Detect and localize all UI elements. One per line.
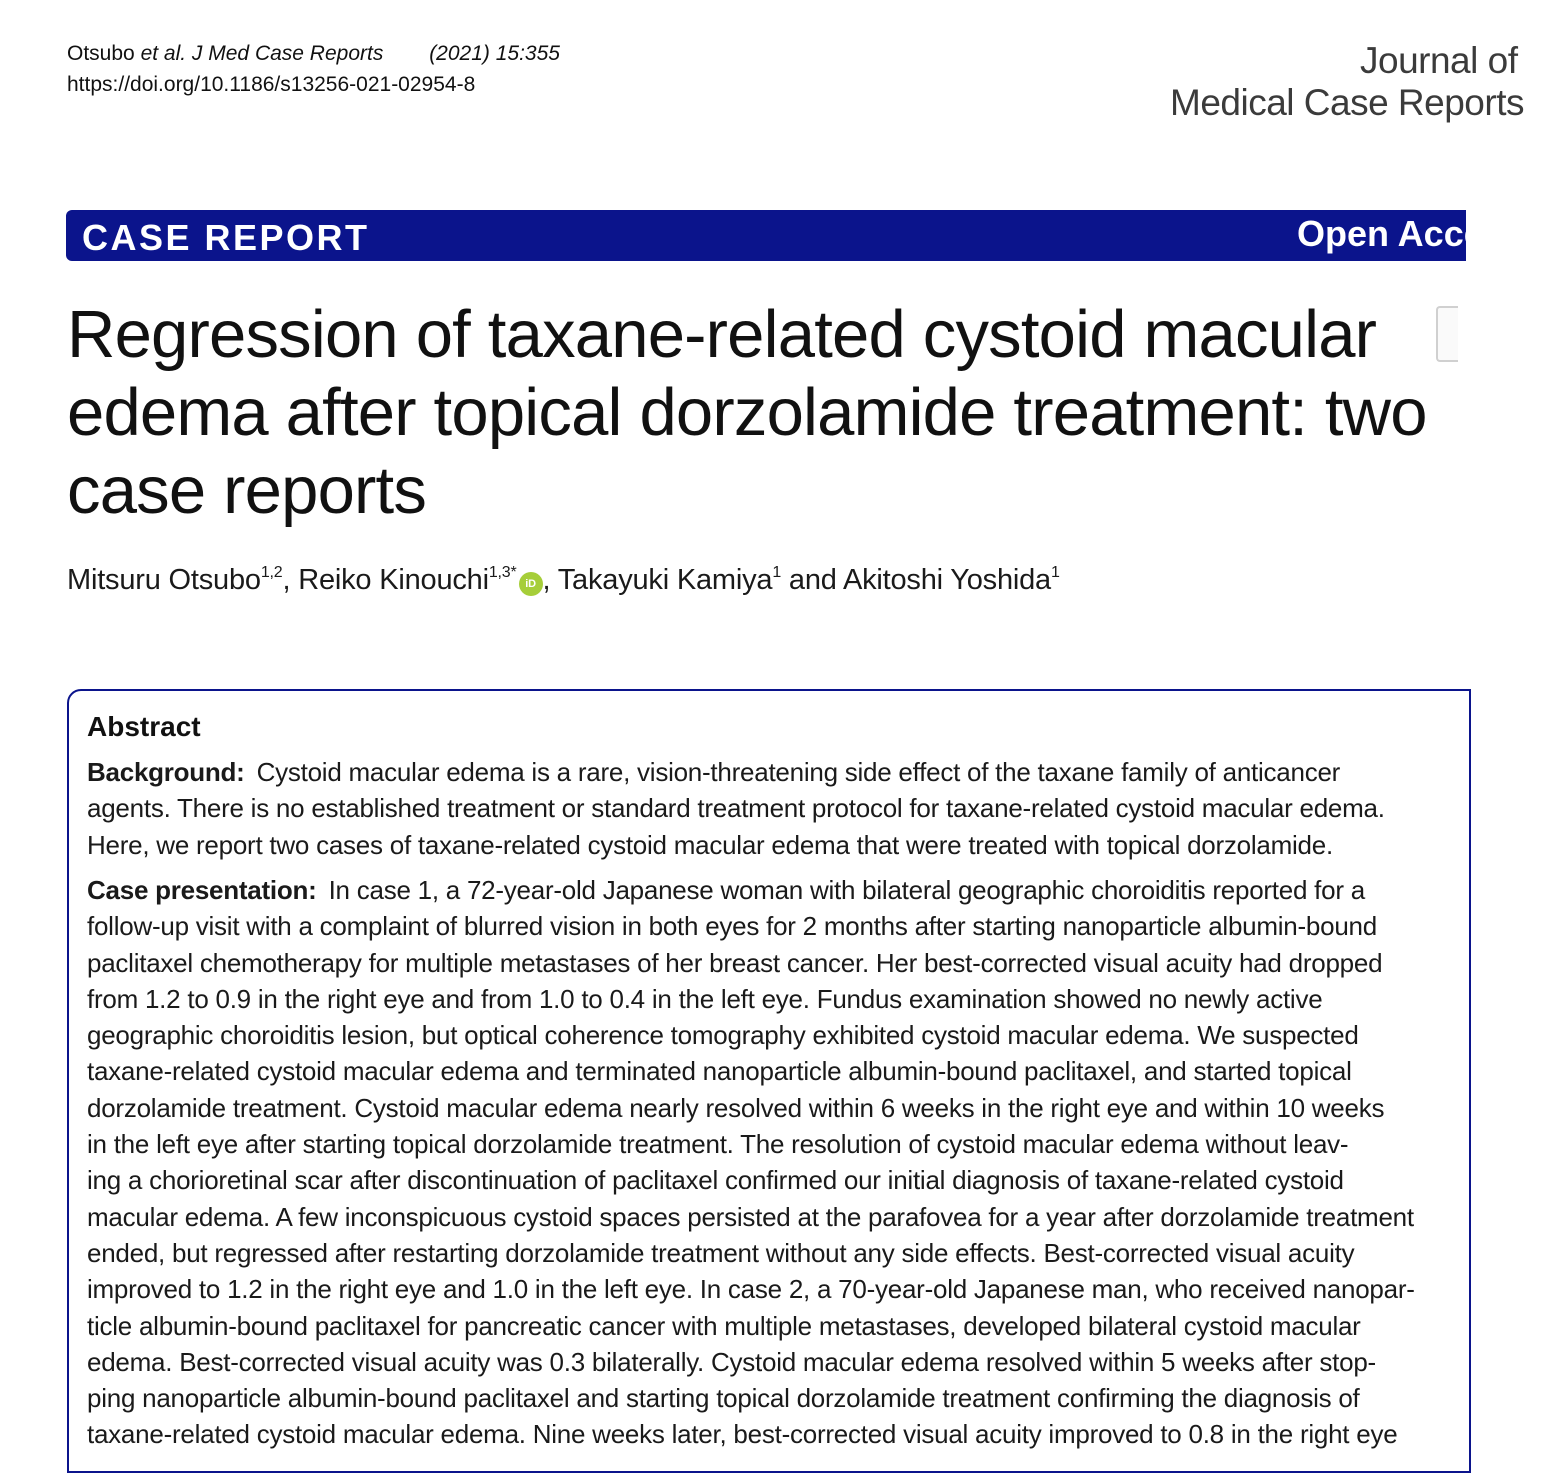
paragraph-line: improved to 1.2 in the right eye and 1.0 in the left eye. In case 2, a 70-year-old Japanese man, who received nanopar-: [87, 1274, 1415, 1305]
citation-block: [67, 38, 560, 100]
paragraph-line: macular edema. A few inconspicuous cystoid spaces persisted at the parafovea for a year after dorzolamide treatment: [87, 1201, 1414, 1232]
citation-line: [67, 38, 560, 69]
doi-link[interactable]: https://doi.org/10.1186/s13256-021-02954-8: [67, 73, 476, 96]
text-run: Cystoid macular edema is a rare, vision-threatening side effect of the taxane family of anticancer: [256, 757, 1341, 787]
journal-logo-line1: Journal of: [1360, 40, 1518, 81]
author-name[interactable]: Takayuki Kamiya: [557, 564, 773, 596]
author-list: [67, 560, 1060, 600]
paragraph-line: taxane-related cystoid macular edema and terminated nanoparticle albumin-bound paclitaxel, and started topical: [87, 1056, 1352, 1087]
article-title: [67, 296, 1487, 530]
paragraph-line: Here, we report two cases of taxane-related cystoid macular edema that were treated with topical dorzolamide.: [87, 829, 1333, 860]
author-name[interactable]: Mitsuru Otsubo: [67, 564, 261, 596]
paragraph-line: follow-up visit with a complaint of blurred vision in both eyes for 2 months after starting nanoparticle albumin-bound: [87, 911, 1377, 942]
title-line-3: case reports: [67, 453, 427, 528]
paragraph-line: ended, but regressed after restarting dorzolamide treatment without any side effects. Best-corrected visual acuity: [87, 1237, 1355, 1268]
paragraph-line: ticle albumin-bound paclitaxel for pancreatic cancer with multiple metastases, developed bilateral cystoid macular: [87, 1310, 1361, 1341]
paragraph-line: edema. Best-corrected visual acuity was 0.3 bilaterally. Cystoid macular edema resolved within 5 weeks after stop-: [87, 1346, 1376, 1377]
author-name[interactable]: Reiko Kinouchi: [298, 564, 489, 596]
abstract-heading: Abstract: [87, 711, 201, 742]
text-run: In case 1, a 72-year-old Japanese woman with bilateral geographic choroiditis reported for a: [328, 875, 1365, 905]
author-separator: ,: [282, 564, 291, 596]
open-access-label: Open Access: [1297, 213, 1524, 254]
author-name[interactable]: Akitoshi Yoshida: [842, 564, 1051, 596]
author-separator: ,: [542, 564, 551, 596]
journal-logo-line2: Medical Case Reports: [1170, 82, 1524, 123]
paragraph-line: from 1.2 to 0.9 in the right eye and from 1.0 to 0.4 in the left eye. Fundus examination showed no newly active: [87, 983, 1323, 1014]
paragraph-line: paclitaxel chemotherapy for multiple metastases of her breast cancer. Her best-corrected visual acuity had dropped: [87, 947, 1383, 978]
journal-logo: [1150, 40, 1550, 124]
author-affiliation: 1,3*: [488, 564, 517, 581]
citation-author: Otsubo: [67, 42, 135, 65]
orcid-icon[interactable]: iD: [519, 572, 543, 596]
paragraph-line: dorzolamide treatment. Cystoid macular edema nearly resolved within 6 weeks in the right eye and within 10 weeks: [87, 1092, 1385, 1123]
author-affiliation: 1: [772, 564, 782, 581]
title-line-1: Regression of taxane-related cystoid macular: [67, 297, 1377, 372]
section-label: Case presentation:: [87, 875, 317, 905]
paragraph-line: ing a chorioretinal scar after discontinuation of paclitaxel confirmed our initial diagnosis of taxane-related cystoid: [87, 1165, 1344, 1196]
author-affiliation: 1,2: [260, 564, 283, 581]
author-affiliation: 1: [1050, 564, 1060, 581]
author-conjunction: and: [788, 564, 837, 596]
citation-journal: et al. J Med Case Reports: [140, 42, 384, 65]
paragraph-line: [87, 872, 1507, 908]
title-line-2: edema after topical dorzolamide treatment: two: [67, 375, 1427, 450]
paragraph-line: geographic choroiditis lesion, but optical coherence tomography exhibited cystoid macular edema. We suspected: [87, 1020, 1359, 1051]
paragraph-line: ping nanoparticle albumin-bound paclitaxel and starting topical dorzolamide treatment confirming the diagnosis of: [87, 1383, 1360, 1414]
citation-year-volume: (2021) 15:355: [429, 42, 560, 65]
paragraph-line: agents. There is no established treatment or standard treatment protocol for taxane-related cystoid macular edema.: [87, 793, 1385, 824]
abstract-case-presentation-section: [87, 872, 1507, 1453]
article-type-label: CASE REPORT: [82, 217, 370, 258]
article-type-banner: [66, 210, 1524, 261]
paragraph-line: [87, 754, 1507, 790]
paragraph-line: in the left eye after starting topical dorzolamide treatment. The resolution of cystoid macular edema without leav-: [87, 1129, 1349, 1160]
section-label: Background:: [87, 757, 245, 787]
paragraph-line: taxane-related cystoid macular edema. Nine weeks later, best-corrected visual acuity improved to 0.8 in the right eye: [87, 1419, 1398, 1450]
abstract-background-section: [87, 754, 1507, 863]
